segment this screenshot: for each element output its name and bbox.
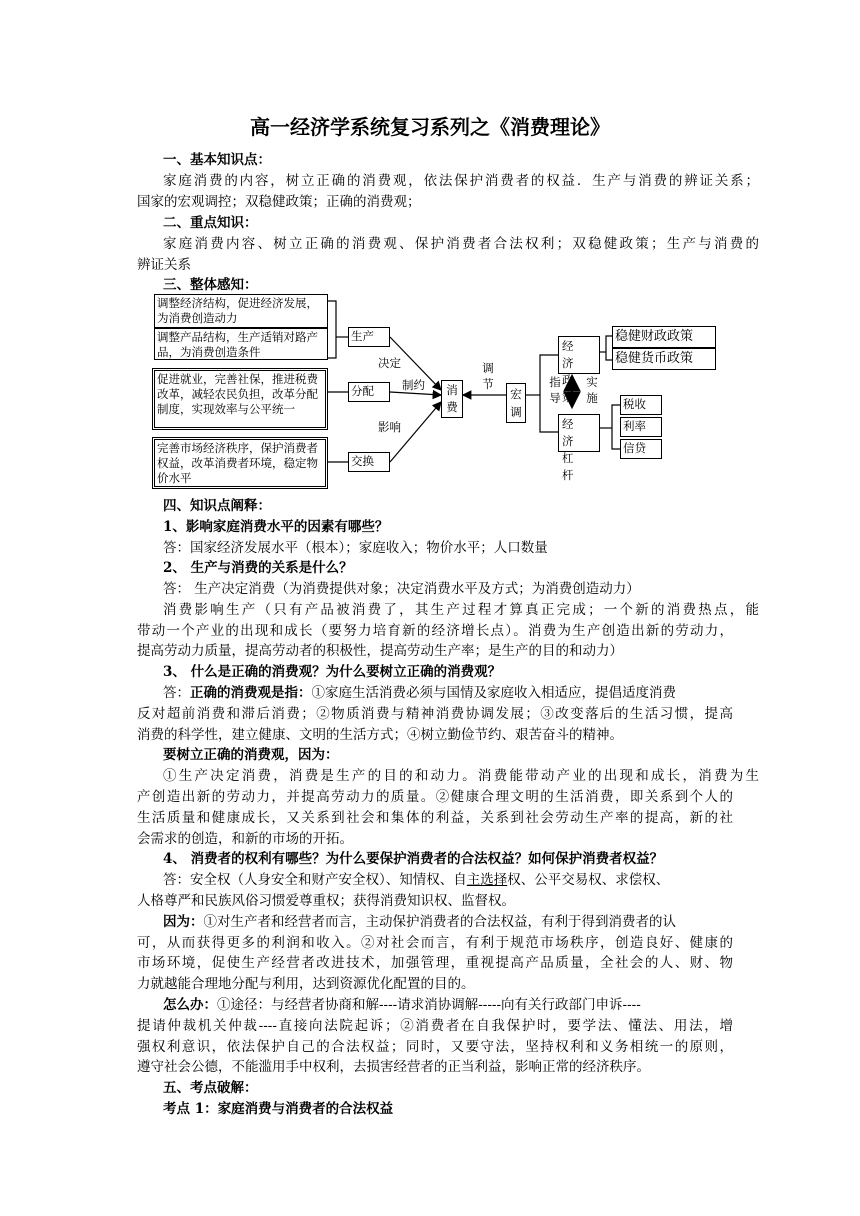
answer-3-line-1: 答：正确的消费观是指：①家庭生活消费必须与国情及家庭收入相适应，提倡适度消费 <box>163 685 676 701</box>
question-2: 2、 生产与消费的关系是什么？ <box>163 560 353 576</box>
left-box-structure: 调整经济结构，促进经济发展，为消费创造动力 <box>154 294 328 328</box>
answer-3-reason: 会需求的创造，和新的市场的开拓。 <box>137 831 353 847</box>
because-line-1: 因为：①对生产者和经营者而言，主动保护消费者的合法权益，有利于得到消费者的认 <box>163 914 676 930</box>
box-exchange: 交换 <box>348 452 390 472</box>
label-decide: 决定 <box>378 356 401 370</box>
answer-3-reason: ①生产决定消费，消费是生产的目的和动力。消费能带动产业的出现和成长，消费为生 <box>163 768 759 784</box>
box-monetary-policy: 稳健货币政策 <box>612 348 716 370</box>
answer-2-text: 提高劳动力质量，提高劳动者的积极性，提高劳动生产率；是生产的目的和动力） <box>137 643 623 659</box>
how-text: 强权利意识，依法保护自己的合法权益；同时，又要守法，坚持权利和义务相统一的原则， <box>137 1039 733 1055</box>
box-consumption: 消费 <box>441 380 463 418</box>
box-economic-lever: 经济杠杆 <box>558 414 600 452</box>
answer-3-reason: 产创造出新的劳动力，并提高劳动力的质量。②健康合理文明的生活消费，即关系到个人的 <box>137 789 733 805</box>
answer-3-text: 消费的科学性，建立健康、文明的生活方式；④树立勤俭节约、艰苦奋斗的精神。 <box>137 727 623 743</box>
question-1: 1、影响家庭消费水平的因素有哪些？ <box>163 519 389 535</box>
left-box-product: 调整产品结构，生产适销对路产品，为消费创造条件 <box>154 328 328 360</box>
section-1-heading: 一、基本知识点： <box>163 152 271 168</box>
answer-2-text: 带动一个产业的出现和成长（要努力培育新的经济增长点）。消费为生产创造出新的劳动力， <box>137 623 733 639</box>
because-text: 力就越能合理地分配与利用，达到资源优化配置的目的。 <box>137 976 475 992</box>
label-implement: 实施 <box>586 375 598 405</box>
left-box-distribution: 促进就业，完善社保，推进税费改革，减轻农民负担，改革分配制度，实现效率与公平统一 <box>152 368 328 430</box>
answer-2: 答： 生产决定消费（为消费提供对象；决定消费水平及方式；为消费创造动力） <box>163 581 640 597</box>
because-text: 可，从而获得更多的利润和收入。②对社会而言，有利于规范市场秩序，创造良好、健康的 <box>137 935 733 951</box>
diagram-connectors <box>0 0 860 500</box>
key-point-1: 考点 1：家庭消费与消费者的合法权益 <box>163 1101 394 1117</box>
label-restrict: 制约 <box>402 378 425 392</box>
answer-4-text: 人格尊严和民族风俗习惯爱尊重权；获得消费知识权、监督权。 <box>137 893 515 909</box>
section-5-heading: 五、考点破解： <box>163 1080 258 1096</box>
left-box-exchange: 完善市场经济秩序，保护消费者权益，改革消费者环境，稳定物价水平 <box>152 437 328 489</box>
section-1-text: 国家的宏观调控；双稳健政策；正确的消费观； <box>137 194 421 210</box>
box-production: 生产 <box>348 327 390 347</box>
answer-2-text: 消费影响生产（只有产品被消费了，其生产过程才算真正完成；一个新的消费热点，能 <box>163 602 759 618</box>
label-adjust: 调节 <box>482 361 494 391</box>
section-2-text: 家庭消费内容、树立正确的消费观、保护消费者合法权利；双稳健政策；生产与消费的 <box>163 236 759 252</box>
box-economic-policy: 经济政策 <box>558 336 600 374</box>
answer-3-text: 反对超前消费和滞后消费；②物质消费与精神消费协调发展；③改变落后的生活习惯，提高 <box>137 706 733 722</box>
answer-1: 答：国家经济发展水平（根本）；家庭收入；物价水平；人口数量 <box>163 540 548 556</box>
answer-3-reason: 生活质量和健康成长，又关系到社会和集体的利益，关系到社会劳动生产率的提高，新的社 <box>137 810 733 826</box>
page-title: 高一经济学系统复习系列之《消费理论》 <box>250 115 610 139</box>
box-fiscal-policy: 稳健财政政策 <box>612 326 716 348</box>
section-3-heading: 三、整体感知： <box>163 277 258 293</box>
section-4-heading: 四、知识点阐释： <box>163 498 271 514</box>
because-text: 市场环境，促使生产经营者改进技术，加强管理，重视提高产品质量，全社会的人、财、物 <box>137 955 733 971</box>
section-1-text: 家庭消费的内容，树立正确的消费观，依法保护消费者的权益．生产与消费的辨证关系； <box>163 173 759 189</box>
section-2-text: 辨证关系 <box>137 257 191 273</box>
box-tax: 税收 <box>620 395 662 415</box>
how-text: 提请仲裁机关仲裁----直接向法院起诉；②消费者在自我保护时，要学法、懂法、用法，增 <box>137 1018 733 1034</box>
how-text: 遵守社会公德，不能滥用手中权利，去损害经营者的正当利益，影响正常的经济秩序。 <box>137 1059 650 1075</box>
how-line-1: 怎么办：①途径：与经营者协商和解----请求消协调解-----向有关行政部门申诉---- <box>163 997 641 1013</box>
label-influence: 影响 <box>378 420 401 434</box>
section-2-heading: 二、重点知识： <box>163 215 258 231</box>
answer-4-line-1: 答：安全权（人身安全和财产安全权）、知情权、自主选择权、公平交易权、求偿权、 <box>163 872 670 888</box>
question-4: 4、 消费者的权利有哪些？为什么要保护消费者的合法权益？如何保护消费者权益？ <box>163 851 664 867</box>
question-3: 3、 什么是正确的消费观？为什么要树立正确的消费观？ <box>163 664 502 680</box>
label-guide: 指导 <box>549 375 561 405</box>
box-credit: 信贷 <box>620 439 662 459</box>
box-distribution: 分配 <box>348 382 390 402</box>
box-macro-control: 宏调 <box>506 383 526 423</box>
box-interest-rate: 利率 <box>620 417 662 437</box>
answer-3-why-heading: 要树立正确的消费观，因为： <box>163 747 339 763</box>
